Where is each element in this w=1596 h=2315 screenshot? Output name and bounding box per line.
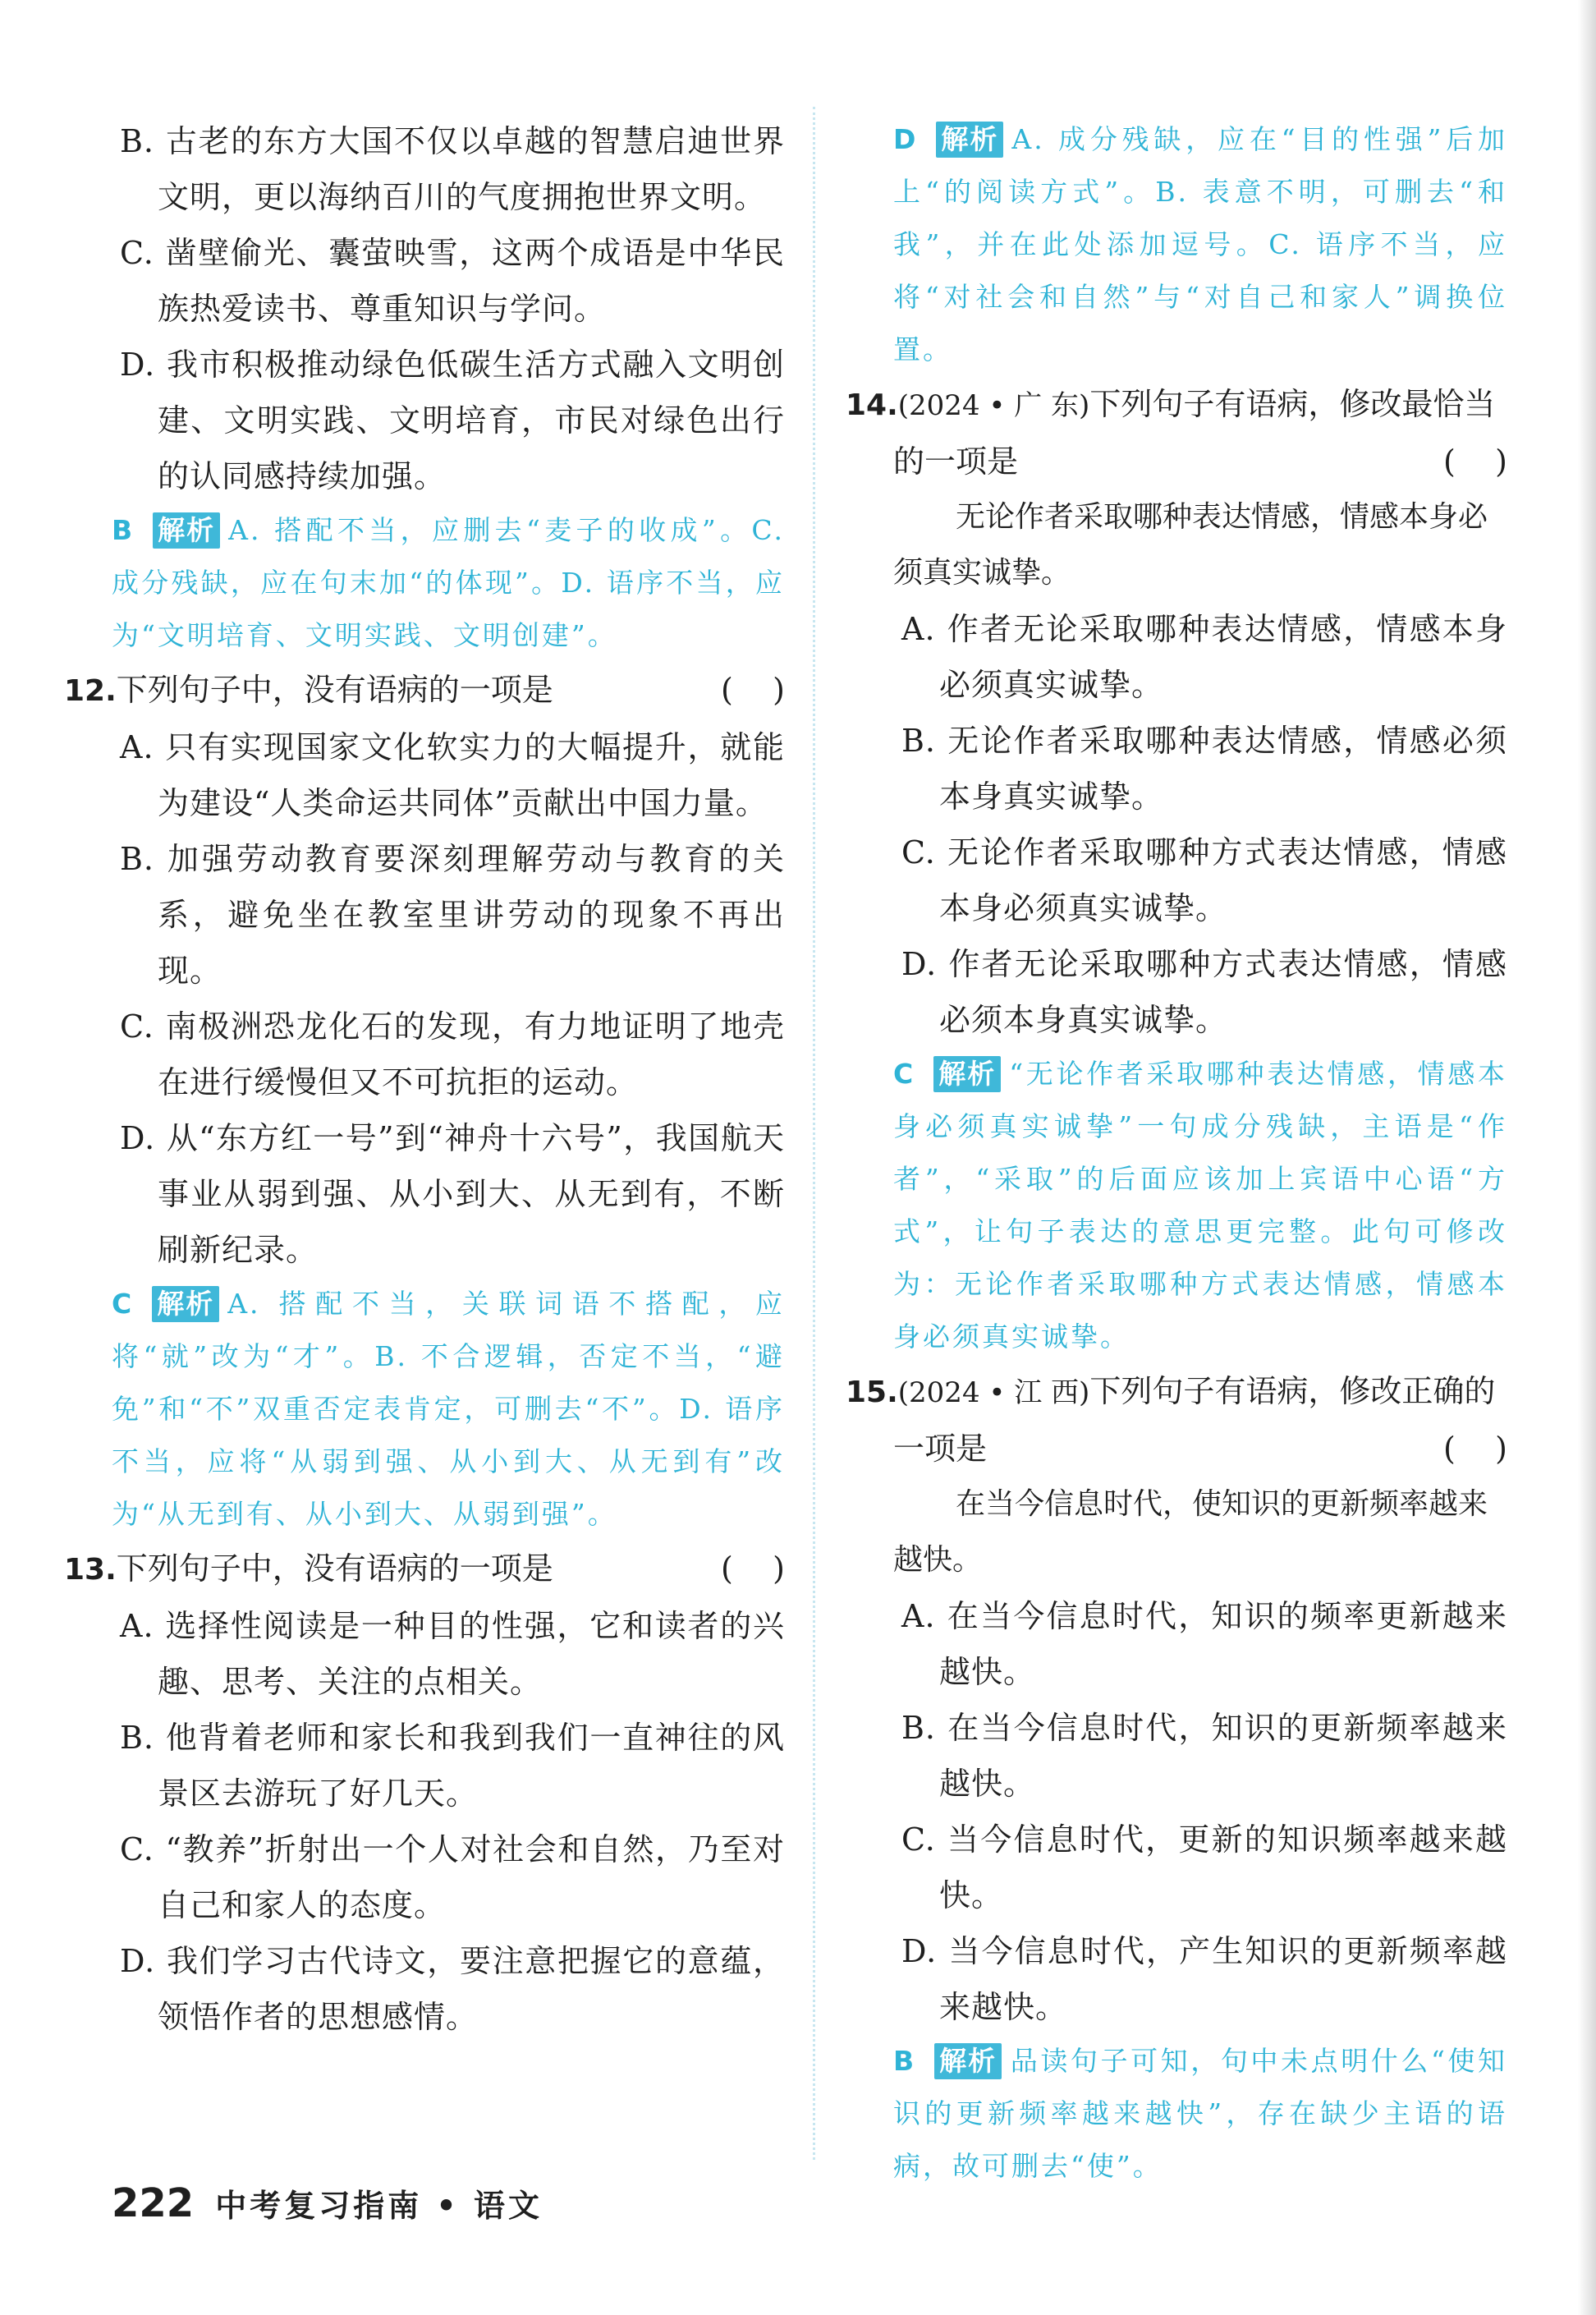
q14-option-a: A. 作者无论采取哪种表达情感，情感本身必须真实诚挚。 [901, 611, 1507, 703]
q12-answer-text: A. 搭配不当，关联词语不搭配，应将“就”改为“才”。B. 不合逻辑，否定不当，“避免”和“不”双重否定表肯定，可删去“不”。D. 语序不当，应将“从弱到强、从小到大、从无到有”改为“从无到有、从小到大、从弱到强”。 [112, 1288, 785, 1530]
q15-option-c: C. 当今信息时代，更新的知识频率越来越快。 [901, 1821, 1507, 1913]
q12-number: 12. [64, 674, 117, 708]
q13-option-c: C. “教养”折射出一个人对社会和自然，乃至对自己和家人的态度。 [120, 1831, 785, 1923]
q15-option-a: A. 在当今信息时代，知识的频率更新越来越快。 [901, 1598, 1507, 1690]
q13-option-d: D. 我们学习古代诗文，要注意把握它的意蕴，领悟作者的思想感情。 [120, 1943, 785, 2035]
analysis-badge: 解析 [152, 1286, 219, 1322]
q12-answer-letter: C [112, 1288, 135, 1320]
q12-option-a: A. 只有实现国家文化软实力的大幅提升，就能为建设“人类命运共同体”贡献出中国力量。 [120, 729, 785, 821]
q13-answer-blank: ( ) [721, 1550, 785, 1587]
analysis-badge: 解析 [933, 1056, 1001, 1092]
q13-answer-text: A. 成分残缺，应在“目的性强”后加上“的阅读方式”。B. 表意不明，可删去“和我”，并在此处添加逗号。C. 语序不当，应将“对社会和自然”与“对自己和家人”调换位置。 [893, 123, 1507, 365]
question-14 [846, 376, 1507, 1363]
analysis-badge: 解析 [934, 2043, 1002, 2079]
q12-answer-blank: ( ) [721, 672, 785, 708]
q15-stem-line1: 下列句子有语病，修改正确的 [1089, 1373, 1496, 1409]
q13-answer-explanation [893, 113, 1507, 376]
q14-answer-explanation [893, 1048, 1507, 1363]
q12-option-c: C. 南极洲恐龙化石的发现，有力地证明了地壳在进行缓慢但又不可抗拒的运动。 [120, 1008, 785, 1100]
q15-sentence: 在当今信息时代，使知识的更新频率越来越快。 [893, 1487, 1488, 1577]
q14-stem-line1: 下列句子有语病，修改最恰当 [1089, 386, 1496, 422]
q15-number: 15. [846, 1376, 898, 1409]
q14-option-c: C. 无论作者采取哪种方式表达情感，情感本身必须真实诚挚。 [901, 834, 1507, 926]
q15-stem-line2: 一项是 [893, 1431, 988, 1467]
q12-header [64, 662, 785, 719]
q15-header-line2 [893, 1421, 1507, 1477]
q15-option-b: B. 在当今信息时代，知识的更新频率越来越快。 [901, 1710, 1507, 1802]
left-column [64, 113, 785, 2045]
q15-answer-explanation [893, 2035, 1507, 2193]
q13-stem: 下列句子中，没有语病的一项是 [116, 1550, 553, 1587]
q12-stem: 下列句子中，没有语病的一项是 [116, 672, 553, 708]
q14-header [846, 376, 1507, 434]
page-number: 222 [112, 2180, 195, 2226]
q11-option-b: B. 古老的东方大国不仅以卓越的智慧启迪世界文明，更以海纳百川的气度拥抱世界文明。 [120, 123, 785, 215]
q12-option-b: B. 加强劳动教育要深刻理解劳动与教育的关系，避免坐在教室里讲劳动的现象不再出现。 [120, 841, 785, 989]
q15-answer-blank: ( ) [1443, 1431, 1507, 1467]
q11-answer-text: A. 搭配不当，应删去“麦子的收成”。C. 成分残缺，应在句末加“的体现”。D. 语序不当，应为“文明培育、文明实践、文明创建”。 [112, 514, 785, 651]
q11-answer-letter: B [112, 514, 135, 546]
q14-option-b: B. 无论作者采取哪种表达情感，情感必须本身真实诚挚。 [901, 723, 1507, 815]
question-13-answer [893, 113, 1507, 376]
q15-answer-letter: B [893, 2045, 917, 2077]
q13-answer-letter: D [893, 123, 919, 155]
q15-option-d: D. 当今信息时代，产生知识的更新频率越来越快。 [901, 1933, 1507, 2025]
q13-number: 13. [64, 1553, 117, 1587]
q14-number: 14. [846, 388, 898, 422]
question-11-continued [112, 113, 785, 662]
analysis-badge: 解析 [153, 512, 220, 549]
q14-sentence: 无论作者采取哪种表达情感，情感本身必须真实诚挚。 [893, 500, 1488, 590]
book-title: 中考复习指南 • 语文 [215, 2188, 543, 2224]
question-12 [64, 662, 785, 1541]
q14-answer-letter: C [893, 1058, 916, 1090]
q13-header [64, 1541, 785, 1598]
q15-header [846, 1363, 1507, 1421]
q11-option-c: C. 凿壁偷光、囊萤映雪，这两个成语是中华民族热爱读书、尊重知识与学问。 [120, 235, 785, 327]
q14-option-d: D. 作者无论采取哪种方式表达情感，情感必须本身真实诚挚。 [901, 946, 1507, 1038]
page-footer [112, 2180, 543, 2226]
q11-option-d: D. 我市积极推动绿色低碳生活方式融入文明创建、文明实践、文明培育，市民对绿色出行的认同感持续加强。 [120, 347, 785, 494]
q14-stem-line2: 的一项是 [893, 443, 1019, 480]
question-15 [846, 1363, 1507, 2193]
q15-answer-text: 品读句子可知，句中未点明什么“使知识的更新频率越来越快”，存在缺少主语的语病，故可删去“使”。 [893, 2045, 1507, 2182]
q13-option-b: B. 他背着老师和家长和我到我们一直神往的风景区去游玩了好几天。 [120, 1720, 785, 1812]
q12-option-d: D. 从“东方红一号”到“神舟十六号”，我国航天事业从弱到强、从小到大、从无到有，不断刷新纪录。 [120, 1120, 785, 1268]
q12-answer-explanation [112, 1278, 785, 1541]
q14-source: (2024 • 广 东) [897, 389, 1090, 422]
q13-option-a: A. 选择性阅读是一种目的性强，它和读者的兴趣、思考、关注的点相关。 [120, 1608, 785, 1700]
analysis-badge: 解析 [936, 122, 1003, 158]
q11-answer-explanation [112, 504, 785, 662]
q14-answer-blank: ( ) [1443, 443, 1507, 480]
column-divider [813, 107, 815, 2160]
q14-header-line2 [893, 434, 1507, 489]
q14-answer-text: “无论作者采取哪种表达情感，情感本身必须真实诚挚”一句成分残缺，主语是“作者”，“采取”的后面应该加上宾语中心语“方式”，让句子表达的意思更完整。此句可修改为：无论作者采取哪种方式表达情感，情感本身必须真实诚挚。 [893, 1058, 1507, 1353]
q15-source: (2024 • 江 西) [897, 1376, 1090, 1409]
page-edge-shadow [1578, 0, 1596, 2315]
right-column [846, 113, 1507, 2193]
question-13 [64, 1541, 785, 2045]
